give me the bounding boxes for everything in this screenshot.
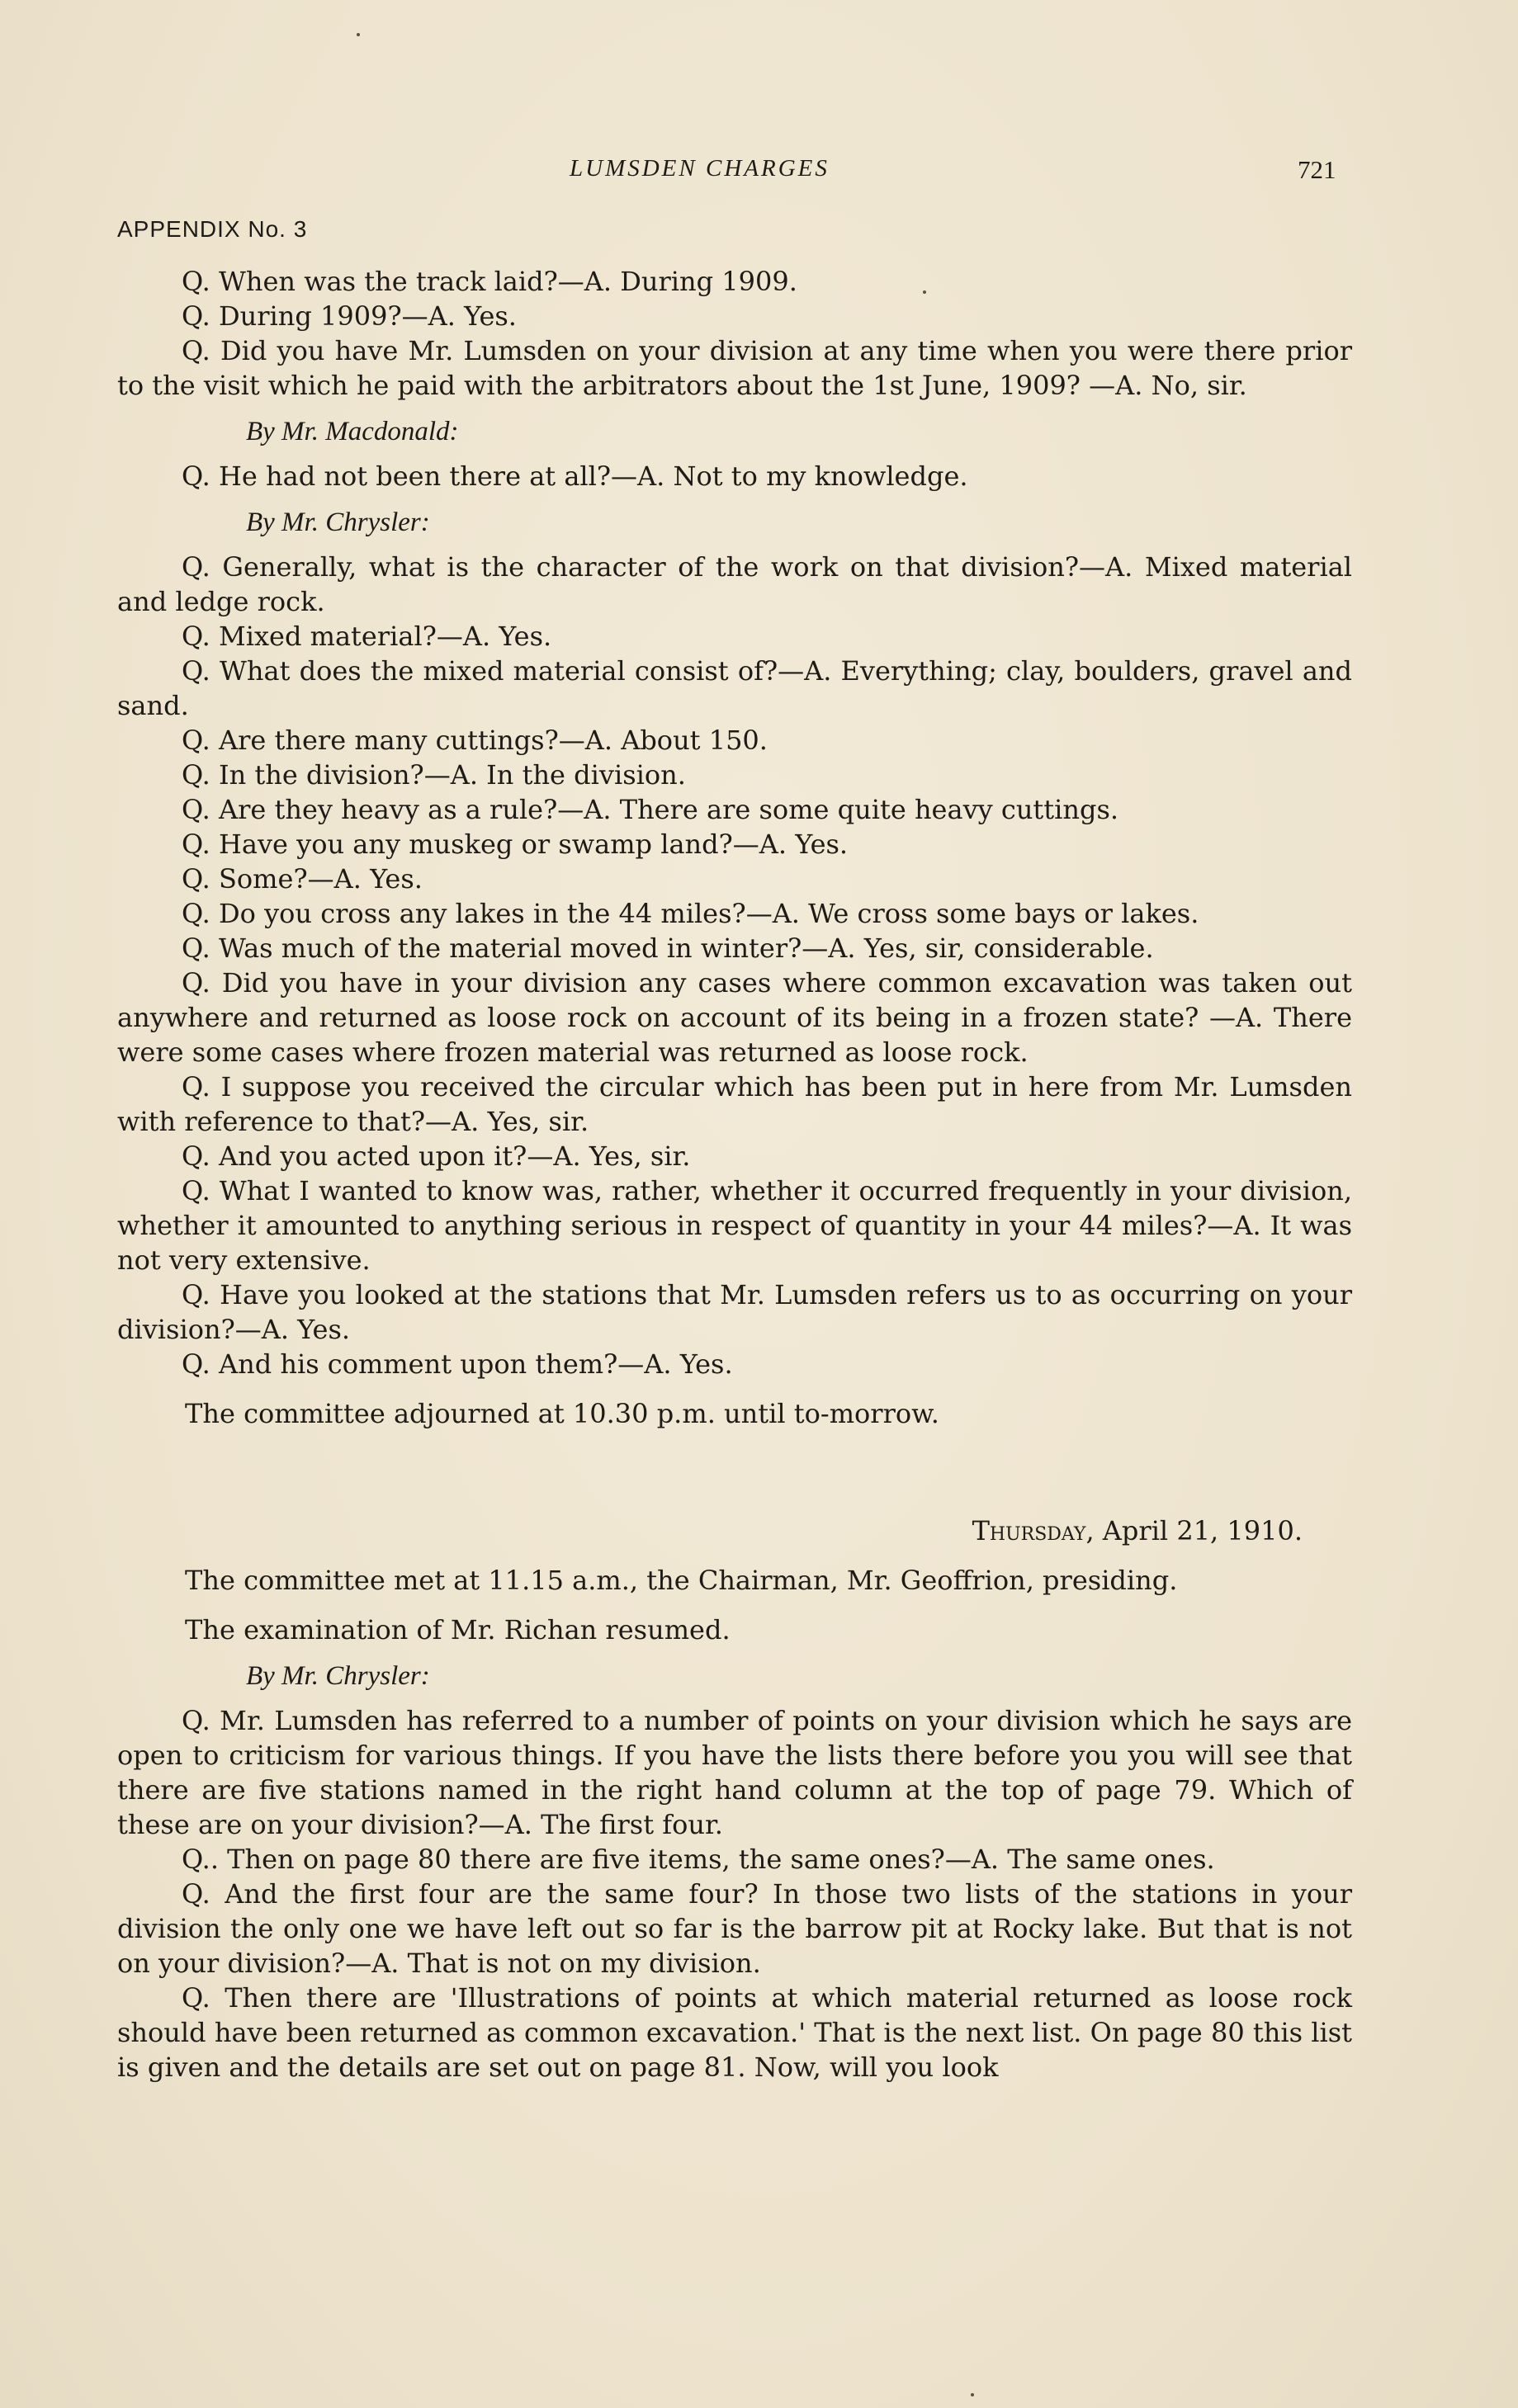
paragraph: Q. When was the track laid?—A. During 1909. — [182, 266, 797, 297]
paragraph: Q. Are they heavy as a rule?—A. There are some quite heavy cuttings. — [182, 794, 1119, 825]
page-number: 721 — [1298, 155, 1336, 184]
speaker-heading-macdonald: By Mr. Macdonald: — [246, 417, 459, 446]
print-speck — [971, 2393, 974, 2396]
paragraph: Q. Then there are 'Illustrations of points at which material returned as loose rock should have been returned as common excavation.' That is the next list. On page 80 this list is given and the details are set out on page 81. Now, will you look — [117, 1982, 1352, 2083]
paragraph: Q. Have you looked at the stations that Mr. Lumsden refers us to as occurring on your division?—A. Yes. — [117, 1279, 1352, 1345]
dateline-date: April 21, 1910. — [1102, 1515, 1303, 1546]
paragraph: Q. Do you cross any lakes in the 44 miles?—A. We cross some bays or lakes. — [182, 898, 1199, 929]
paragraph: Q. Did you have in your division any cases where common excavation was taken out anywhere and returned as loose rock on account of its being in a frozen state? —A. There were some cases where frozen material was returned as loose rock. — [117, 967, 1352, 1068]
meeting-statement: The committee met at 11.15 a.m., the Chairman, Mr. Geoffrion, presiding. — [185, 1565, 1178, 1596]
examination-statement: The examination of Mr. Richan resumed. — [185, 1614, 731, 1645]
paragraph: Q. Mixed material?—A. Yes. — [182, 621, 552, 652]
paragraph: Q. Some?—A. Yes. — [182, 863, 423, 895]
paragraph: Q. Was much of the material moved in winter?—A. Yes, sir, considerable. — [182, 933, 1154, 964]
document-body — [117, 264, 1352, 2085]
paragraph: Q. Generally, what is the character of the work on that division?—A. Mixed material and ledge rock. — [117, 551, 1352, 617]
speaker-heading-chrysler: By Mr. Chrysler: — [246, 1661, 430, 1691]
adjournment-statement: The committee adjourned at 10.30 p.m. until to-morrow. — [185, 1398, 939, 1429]
running-head: LUMSDEN CHARGES — [570, 155, 830, 182]
paragraph: Q. Are there many cuttings?—A. About 150. — [182, 725, 768, 756]
paragraph: Q. And you acted upon it?—A. Yes, sir. — [182, 1140, 691, 1172]
paragraph: Q. And his comment upon them?—A. Yes. — [182, 1348, 733, 1380]
dateline-day: Thursday, — [972, 1515, 1095, 1546]
paragraph: Q. And the first four are the same four? In those two lists of the stations in your division the only one we have left out so far is the barrow pit at Rocky lake. But that is not on your division?—A. That is not on my division. — [117, 1878, 1352, 1979]
paragraph: Q. In the division?—A. In the division. — [182, 759, 686, 791]
paragraph: Q. He had not been there at all?—A. Not to my knowledge. — [182, 460, 968, 492]
speaker-heading-chrysler: By Mr. Chrysler: — [246, 508, 430, 537]
print-speck — [357, 33, 360, 36]
paragraph: Q. Did you have Mr. Lumsden on your division at any time when you were there prior to the visit which he paid with the arbitrators about the 1st June, 1909? —A. No, sir. — [117, 335, 1352, 401]
appendix-label: APPENDIX No. 3 — [117, 216, 308, 242]
paragraph: Q. What I wanted to know was, rather, whether it occurred frequently in your division, whether it amounted to anything serious in respect of quantity in your 44 miles?—A. It was not very extensive. — [117, 1175, 1352, 1276]
paragraph: Q. Mr. Lumsden has referred to a number of points on your division which he says are open to criticism for various things. If you have the lists there before you you will see that there are five stations named in the right hand column at the top of page 79. Which of these are on your division?—A. The first four. — [117, 1705, 1352, 1840]
print-speck — [923, 290, 926, 294]
dateline — [117, 1513, 1303, 1548]
paragraph: Q. What does the mixed material consist of?—A. Everything; clay, boulders, gravel and sand. — [117, 655, 1352, 721]
paragraph: Q. I suppose you received the circular which has been put in here from Mr. Lumsden with reference to that?—A. Yes, sir. — [117, 1071, 1352, 1137]
paragraph: Q.. Then on page 80 there are five items, the same ones?—A. The same ones. — [182, 1844, 1215, 1875]
paragraph: Q. Have you any muskeg or swamp land?—A. Yes. — [182, 829, 849, 860]
paragraph: Q. During 1909?—A. Yes. — [182, 300, 517, 332]
